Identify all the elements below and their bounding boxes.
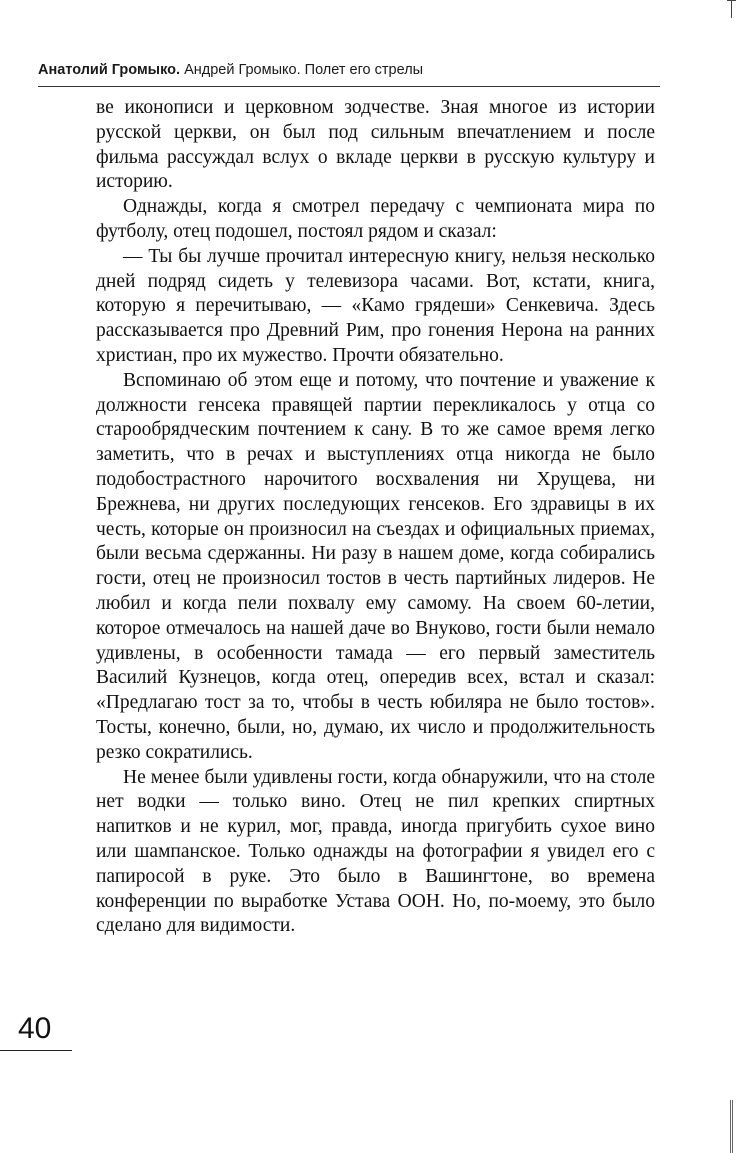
- paragraph: — Ты бы лучше прочитал интересную книгу, нельзя несколько дней подряд сидеть у телевизора часами. Вот, кстати, книга, которую я перечитываю, — «Камо грядеши» Сенкевича. Здесь рассказывается про Древний Рим, про гонения Нерона на ранних христиан, про их мужество. Прочти обязательно.: [96, 245, 655, 366]
- header-title: Андрей Громыко. Полет его стрелы: [184, 62, 424, 78]
- body-text: [96, 96, 655, 939]
- page-edge-mark: [731, 0, 732, 18]
- header-author: Анатолий Громыко.: [38, 62, 181, 78]
- paragraph: Не менее были удивлены гости, когда обнаружили, что на столе нет водки — только вино. Отец не пил крепких спиртных напитков и не курил, мог, правда, иногда пригубить сухое вино или шампанское. Только однажды на фотографии я увидел его с папиросой в руке. Это было в Вашингтоне, во времена конференции по выработке Устава ООН. Но, по-моему, это было сделано для видимости.: [96, 766, 655, 937]
- paragraph: ве иконописи и церковном зодчестве. Зная многое из истории русской церкви, он был под сильным впечатлением и после фильма рассуждал вслух о вкладе церкви в русскую культуру и историю.: [96, 97, 655, 193]
- page-edge-mark: [730, 1100, 733, 1153]
- header-divider: [38, 86, 660, 87]
- paragraph: Вспоминаю об этом еще и потому, что почтение и уважение к должности генсека правящей партии перекликалось у отца со старообрядческим почтением к сану. В то же самое время легко заметить, что в речах и выступлениях отца никогда не было подобострастного нарочитого восхваления ни Хрущева, ни Брежнева, ни других последующих генсеков. Его здравицы в их честь, которые он произносил на съездах и официальных приемах, были весьма сдержанны. Ни разу в нашем доме, когда собирались гости, отец не произносил тостов в честь партийных лидеров. Не любил и когда пели похвалу ему самому. На своем 60-летии, которое отмечалось на нашей даче во Внуково, гости были немало удивлены, в особенности тамада — его первый заместитель Василий Кузнецов, когда отец, опередив всех, встал и сказал: «Предлагаю тост за то, чтобы в честь юбиляра не было тостов». Тосты, конечно, были, но, думаю, их число и продолжительность резко сократились.: [96, 369, 655, 763]
- paragraph: Однажды, когда я смотрел передачу с чемпионата мира по футболу, отец подошел, постоял рядом и сказал:: [96, 196, 655, 242]
- page-number: 40: [18, 1012, 52, 1045]
- running-header: [38, 62, 678, 78]
- page-number-underline: [0, 1050, 72, 1051]
